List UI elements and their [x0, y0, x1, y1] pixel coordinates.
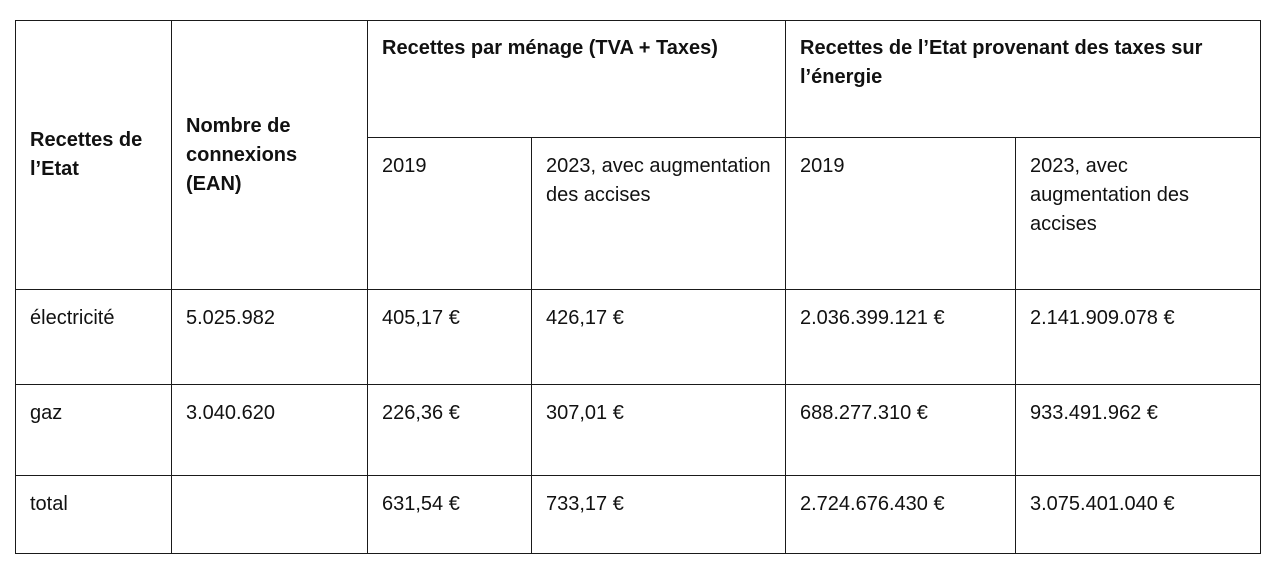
row-ean: [172, 476, 368, 554]
row-energie-2019: [786, 385, 1016, 476]
row-energie-2023: [1016, 385, 1261, 476]
row-menage-2023: [532, 476, 786, 554]
row-label-text: total: [30, 493, 68, 515]
row-energie-2023-text: 933.491.962 €: [1030, 402, 1158, 424]
row-energie-2019-text: 2.724.676.430 €: [800, 493, 945, 515]
header-recettes-par-menage-text: Recettes par ménage (TVA + Taxes): [382, 37, 718, 59]
row-energie-2023: [1016, 476, 1261, 554]
row-menage-2023-text: 307,01 €: [546, 402, 624, 424]
row-label-text: électricité: [30, 307, 115, 329]
header-row-1: [16, 21, 1261, 138]
row-menage-2019: [368, 385, 532, 476]
header-recettes-etat: [16, 21, 172, 290]
row-menage-2019-text: 226,36 €: [382, 402, 460, 424]
subheader-menage-2019-text: 2019: [382, 155, 427, 177]
row-label: [16, 476, 172, 554]
subheader-energie-2023: [1016, 138, 1261, 290]
subheader-energie-2019: [786, 138, 1016, 290]
row-energie-2019: [786, 476, 1016, 554]
header-nombre-connexions: [172, 21, 368, 290]
row-ean-text: [172, 476, 367, 490]
header-recettes-taxes-energie: [786, 21, 1261, 138]
row-menage-2023: [532, 290, 786, 385]
table-row: [16, 476, 1261, 554]
subheader-menage-2023: [532, 138, 786, 290]
row-menage-2019: [368, 476, 532, 554]
header-recettes-etat-text: Recettes de l’Etat: [30, 129, 143, 180]
row-energie-2019: [786, 290, 1016, 385]
subheader-menage-2023-text: 2023, avec augmentation des accises: [546, 155, 771, 206]
subheader-energie-2023-text: 2023, avec augmentation des accises: [1030, 155, 1190, 235]
header-recettes-par-menage: [368, 21, 786, 138]
row-menage-2019-text: 631,54 €: [382, 493, 460, 515]
row-energie-2023-text: 2.141.909.078 €: [1030, 307, 1175, 329]
header-nombre-connexions-text: Nombre de connexions (EAN): [186, 114, 298, 195]
subheader-menage-2019: [368, 138, 532, 290]
row-ean: [172, 385, 368, 476]
row-ean: [172, 290, 368, 385]
state-revenue-table: [15, 20, 1261, 554]
row-menage-2023-text: 733,17 €: [546, 493, 624, 515]
subheader-energie-2019-text: 2019: [800, 155, 845, 177]
row-ean-text: 5.025.982: [186, 307, 275, 329]
row-energie-2023-text: 3.075.401.040 €: [1030, 493, 1175, 515]
row-menage-2019-text: 405,17 €: [382, 307, 460, 329]
row-label: [16, 385, 172, 476]
table-row: [16, 290, 1261, 385]
row-energie-2019-text: 2.036.399.121 €: [800, 307, 945, 329]
row-menage-2019: [368, 290, 532, 385]
row-menage-2023: [532, 385, 786, 476]
row-ean-text: 3.040.620: [186, 402, 275, 424]
row-menage-2023-text: 426,17 €: [546, 307, 624, 329]
header-recettes-taxes-energie-text: Recettes de l’Etat provenant des taxes sur l’énergie: [800, 37, 1203, 88]
row-label: [16, 290, 172, 385]
table-row: [16, 385, 1261, 476]
row-energie-2023: [1016, 290, 1261, 385]
row-energie-2019-text: 688.277.310 €: [800, 402, 928, 424]
row-label-text: gaz: [30, 402, 63, 424]
